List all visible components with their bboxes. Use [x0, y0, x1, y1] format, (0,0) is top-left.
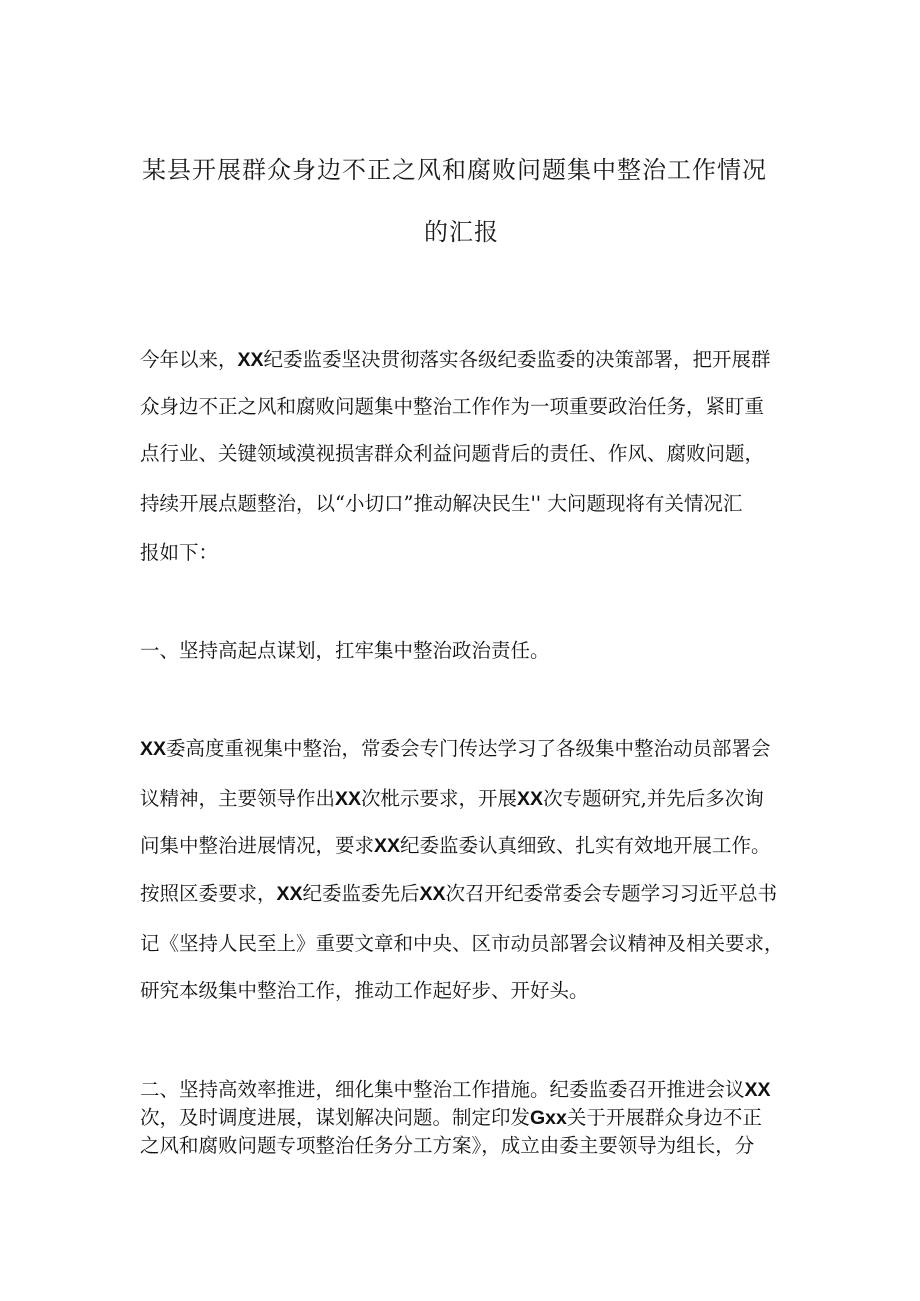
intro-placeholder: XX: [237, 349, 264, 371]
intro-line-5: 报如下：: [140, 541, 219, 564]
section-1-text: 纪委监委先后: [302, 882, 420, 905]
section-1-line-4: [140, 878, 777, 906]
intro-line-2: 众身边不正之风和腐败问题集中整治工作作为一项重要政治任务，紧盯重: [140, 395, 765, 418]
intro-line-1: [140, 344, 771, 372]
document-title-line-1: 某县开展群众身边不正之风和腐败问题集中整治工作情况: [142, 156, 767, 184]
document-title-line-2: 的汇报: [424, 218, 499, 246]
intro-text: 纪委监委坚决贯彻落实各级纪委监委的决策部署，把开展群: [263, 348, 771, 371]
section-1-text: 次召开纪委常委会专题学习习近平总书: [445, 882, 778, 905]
section-2-text: 次，及时调度进展，谋划解决问题。制定印发: [140, 1106, 531, 1129]
section-1-line-2: [140, 783, 764, 811]
section-2-line-1: [140, 1074, 771, 1102]
section-2-line-2: [140, 1102, 762, 1130]
section-2-placeholder: XX: [744, 1079, 771, 1101]
section-1-placeholder: XX: [276, 883, 303, 905]
section-1-text: 按照区委要求，: [140, 882, 277, 905]
section-1-heading: 一、坚持高起点谋划，扛牢集中整治政治责任。: [140, 639, 550, 662]
section-2-line-3: 之风和腐败问题专项整治任务分工方案》，成立由委主要领导为组长，分: [140, 1134, 755, 1157]
section-1-text: 议精神，主要领导作出: [140, 787, 336, 810]
section-1-line-1: [140, 733, 771, 761]
section-1-text: 问集中整治进展情况，要求: [140, 834, 375, 857]
section-2-text: 关于开展群众身边不正: [566, 1106, 762, 1129]
section-1-line-3: [140, 830, 771, 858]
intro-text: 今年以来，: [140, 348, 238, 371]
section-1-placeholder: XX: [374, 835, 401, 857]
section-1-line-6: 研究本级集中整治工作，推动工作起好步、开好头。: [140, 979, 589, 1002]
section-1-placeholder: XX: [335, 788, 362, 810]
section-2-text: 二、坚持高效率推进，细化集中整治工作措施。纪委监委召开推进会议: [140, 1078, 745, 1101]
intro-line-3: 点行业、关键领域漠视损害群众利益问题背后的责任、作风、腐败问题，: [140, 442, 765, 465]
section-1-text: 纪委监委认真细致、扎实有效地开展工作。: [400, 834, 771, 857]
section-1-text: 委高度重视集中整治，常委会专门传达学习了各级集中整治动员部署会: [166, 737, 771, 760]
section-1-text: 次枇示要求，开展: [361, 787, 518, 810]
intro-line-4: 持续开展点题整治，以“小切口”推动解决民生'' 大问题现将有关情况汇: [140, 492, 743, 515]
section-2-placeholder: Gxx: [530, 1107, 567, 1129]
section-1-placeholder: XX: [517, 788, 544, 810]
section-1-placeholder: XX: [419, 883, 446, 905]
section-1-placeholder: XX: [140, 738, 167, 760]
section-1-text: 次专题研究,并先后多次询: [543, 787, 764, 810]
section-1-line-5: 记《坚持人民至上》重要文章和中央、区市动员部署会议精神及相关要求，: [140, 932, 784, 955]
